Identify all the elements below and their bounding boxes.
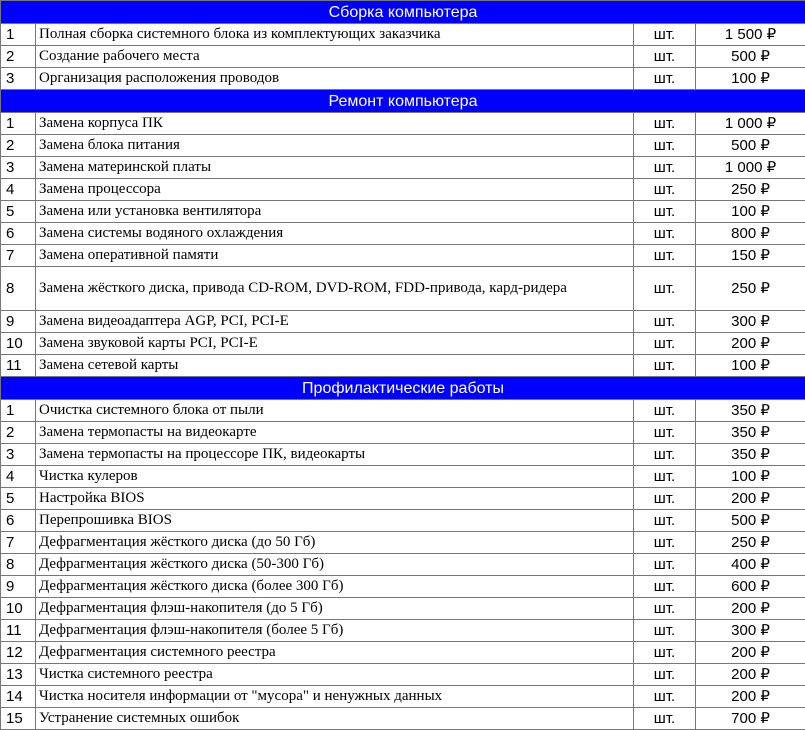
service-name: Замена корпуса ПК (36, 113, 634, 135)
price-cell: 250 ₽ (696, 179, 805, 201)
price-cell: 100 ₽ (696, 355, 805, 377)
unit-cell: шт. (634, 598, 696, 620)
service-name: Замена процессора (36, 179, 634, 201)
service-name: Замена видеоадаптера AGP, PCI, PCI-E (36, 311, 634, 333)
service-name: Чистка носителя информации от "мусора" и ненужных данных (36, 686, 634, 708)
table-row (1, 201, 805, 223)
table-row (1, 532, 805, 554)
price-cell: 250 ₽ (696, 267, 805, 311)
service-name: Чистка системного реестра (36, 664, 634, 686)
price-cell: 250 ₽ (696, 532, 805, 554)
price-cell: 700 ₽ (696, 708, 805, 730)
row-number: 2 (1, 422, 36, 444)
table-row (1, 598, 805, 620)
table-row (1, 113, 805, 135)
service-name: Замена термопасты на процессоре ПК, видеокарты (36, 444, 634, 466)
table-row (1, 46, 805, 68)
service-name: Замена термопасты на видеокарте (36, 422, 634, 444)
row-number: 12 (1, 642, 36, 664)
table-row (1, 466, 805, 488)
service-name: Дефрагментация жёсткого диска (50-300 Гб) (36, 554, 634, 576)
price-cell: 350 ₽ (696, 444, 805, 466)
unit-cell: шт. (634, 113, 696, 135)
service-name: Настройка BIOS (36, 488, 634, 510)
unit-cell: шт. (634, 223, 696, 245)
table-row (1, 311, 805, 333)
section-header (1, 1, 805, 24)
section-title: Сборка компьютера (1, 1, 805, 24)
table-row (1, 245, 805, 267)
price-cell: 500 ₽ (696, 46, 805, 68)
row-number: 3 (1, 157, 36, 179)
section-header (1, 90, 805, 113)
unit-cell: шт. (634, 554, 696, 576)
table-row (1, 576, 805, 598)
row-number: 1 (1, 400, 36, 422)
table-row (1, 179, 805, 201)
row-number: 2 (1, 46, 36, 68)
service-name: Дефрагментация системного реестра (36, 642, 634, 664)
table-row (1, 68, 805, 90)
row-number: 10 (1, 333, 36, 355)
price-cell: 400 ₽ (696, 554, 805, 576)
table-row (1, 488, 805, 510)
unit-cell: шт. (634, 422, 696, 444)
unit-cell: шт. (634, 157, 696, 179)
price-cell: 200 ₽ (696, 664, 805, 686)
price-cell: 200 ₽ (696, 333, 805, 355)
service-name: Замена или установка вентилятора (36, 201, 634, 223)
table-row (1, 444, 805, 466)
row-number: 9 (1, 576, 36, 598)
unit-cell: шт. (634, 664, 696, 686)
table-row (1, 554, 805, 576)
service-name: Полная сборка системного блока из комплектующих заказчика (36, 24, 634, 46)
unit-cell: шт. (634, 201, 696, 223)
unit-cell: шт. (634, 488, 696, 510)
unit-cell: шт. (634, 355, 696, 377)
price-cell: 1 000 ₽ (696, 157, 805, 179)
price-cell: 150 ₽ (696, 245, 805, 267)
service-name: Замена блока питания (36, 135, 634, 157)
table-row (1, 510, 805, 532)
unit-cell: шт. (634, 333, 696, 355)
row-number: 4 (1, 466, 36, 488)
unit-cell: шт. (634, 68, 696, 90)
service-name: Дефрагментация жёсткого диска (до 50 Гб) (36, 532, 634, 554)
table-row (1, 642, 805, 664)
row-number: 8 (1, 554, 36, 576)
service-name: Организация расположения проводов (36, 68, 634, 90)
table-row (1, 620, 805, 642)
service-name: Создание рабочего места (36, 46, 634, 68)
service-name: Замена оперативной памяти (36, 245, 634, 267)
price-cell: 100 ₽ (696, 466, 805, 488)
row-number: 14 (1, 686, 36, 708)
row-number: 13 (1, 664, 36, 686)
row-number: 1 (1, 24, 36, 46)
service-name: Дефрагментация флэш-накопителя (более 5 Гб) (36, 620, 634, 642)
row-number: 11 (1, 620, 36, 642)
unit-cell: шт. (634, 400, 696, 422)
row-number: 2 (1, 135, 36, 157)
unit-cell: шт. (634, 24, 696, 46)
row-number: 11 (1, 355, 36, 377)
row-number: 5 (1, 201, 36, 223)
row-number: 7 (1, 245, 36, 267)
table-row (1, 135, 805, 157)
unit-cell: шт. (634, 642, 696, 664)
price-table-body (1, 1, 805, 730)
row-number: 7 (1, 532, 36, 554)
service-name: Перепрошивка BIOS (36, 510, 634, 532)
row-number: 9 (1, 311, 36, 333)
table-row (1, 422, 805, 444)
service-name: Замена жёсткого диска, привода CD-ROM, DVD-ROM, FDD-привода, кард-ридера (36, 267, 634, 311)
unit-cell: шт. (634, 311, 696, 333)
service-name: Чистка кулеров (36, 466, 634, 488)
row-number: 8 (1, 267, 36, 311)
table-row (1, 267, 805, 311)
table-row (1, 24, 805, 46)
price-cell: 350 ₽ (696, 400, 805, 422)
price-cell: 300 ₽ (696, 620, 805, 642)
unit-cell: шт. (634, 466, 696, 488)
row-number: 10 (1, 598, 36, 620)
section-header (1, 377, 805, 400)
table-row (1, 708, 805, 730)
unit-cell: шт. (634, 267, 696, 311)
unit-cell: шт. (634, 245, 696, 267)
unit-cell: шт. (634, 444, 696, 466)
unit-cell: шт. (634, 532, 696, 554)
price-cell: 350 ₽ (696, 422, 805, 444)
row-number: 5 (1, 488, 36, 510)
service-name: Очистка системного блока от пыли (36, 400, 634, 422)
unit-cell: шт. (634, 510, 696, 532)
service-name: Замена сетевой карты (36, 355, 634, 377)
unit-cell: шт. (634, 620, 696, 642)
unit-cell: шт. (634, 179, 696, 201)
table-row (1, 355, 805, 377)
price-cell: 1 000 ₽ (696, 113, 805, 135)
service-name: Замена материнской платы (36, 157, 634, 179)
row-number: 15 (1, 708, 36, 730)
table-row (1, 333, 805, 355)
service-name: Замена звуковой карты PCI, PCI-E (36, 333, 634, 355)
row-number: 6 (1, 510, 36, 532)
price-cell: 500 ₽ (696, 510, 805, 532)
price-cell: 1 500 ₽ (696, 24, 805, 46)
unit-cell: шт. (634, 708, 696, 730)
price-cell: 100 ₽ (696, 201, 805, 223)
section-title: Ремонт компьютера (1, 90, 805, 113)
table-row (1, 223, 805, 245)
section-title: Профилактические работы (1, 377, 805, 400)
unit-cell: шт. (634, 46, 696, 68)
price-cell: 800 ₽ (696, 223, 805, 245)
row-number: 3 (1, 444, 36, 466)
unit-cell: шт. (634, 135, 696, 157)
price-cell: 500 ₽ (696, 135, 805, 157)
row-number: 3 (1, 68, 36, 90)
table-row (1, 686, 805, 708)
price-cell: 300 ₽ (696, 311, 805, 333)
row-number: 4 (1, 179, 36, 201)
price-cell: 600 ₽ (696, 576, 805, 598)
unit-cell: шт. (634, 576, 696, 598)
service-name: Замена системы водяного охлаждения (36, 223, 634, 245)
price-cell: 100 ₽ (696, 68, 805, 90)
unit-cell: шт. (634, 686, 696, 708)
price-cell: 200 ₽ (696, 488, 805, 510)
row-number: 1 (1, 113, 36, 135)
table-row (1, 664, 805, 686)
table-row (1, 157, 805, 179)
table-row (1, 400, 805, 422)
service-name: Дефрагментация флэш-накопителя (до 5 Гб) (36, 598, 634, 620)
service-name: Дефрагментация жёсткого диска (более 300 Гб) (36, 576, 634, 598)
price-cell: 200 ₽ (696, 642, 805, 664)
service-name: Устранение системных ошибок (36, 708, 634, 730)
price-cell: 200 ₽ (696, 686, 805, 708)
row-number: 6 (1, 223, 36, 245)
price-cell: 200 ₽ (696, 598, 805, 620)
